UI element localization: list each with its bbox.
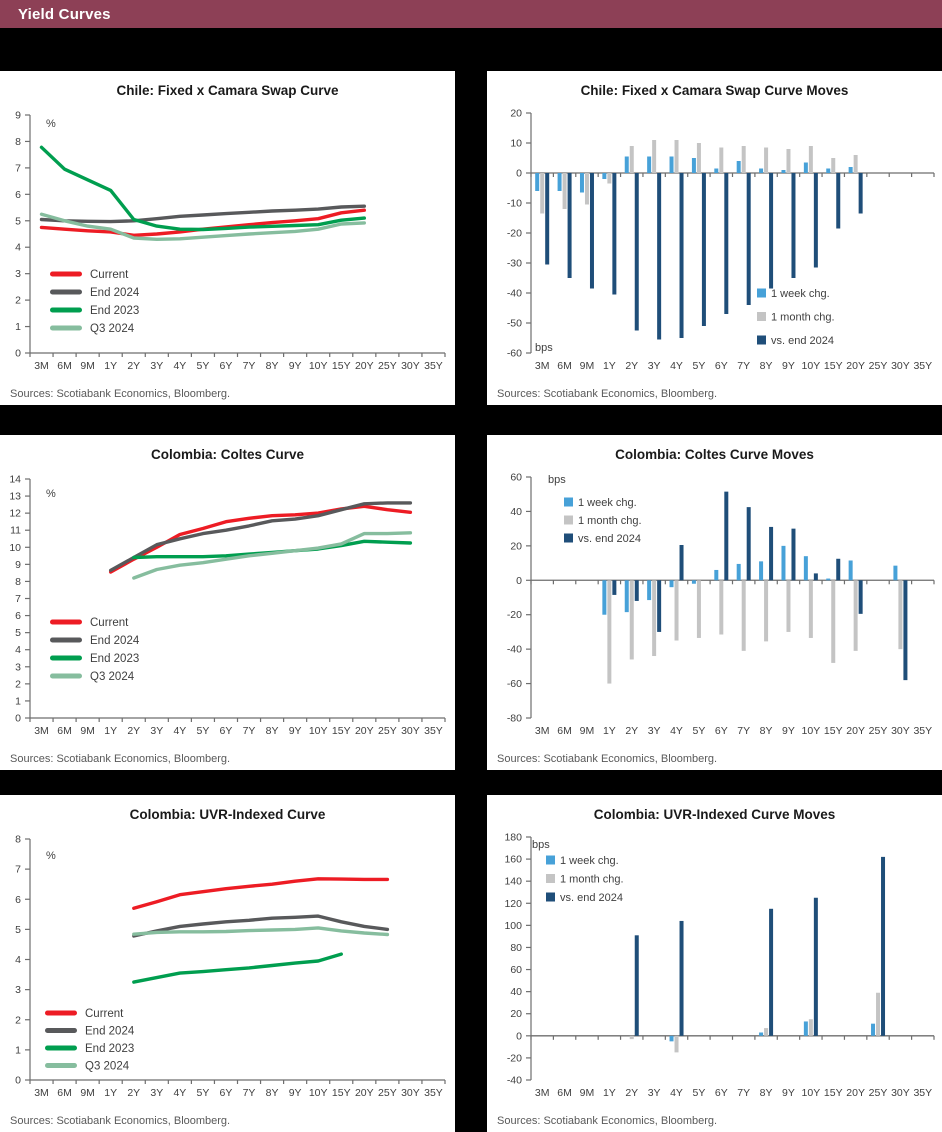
svg-text:13: 13 <box>9 490 21 503</box>
bar-series-0 <box>535 157 852 193</box>
svg-text:9M: 9M <box>579 1087 595 1099</box>
svg-text:6Y: 6Y <box>714 725 728 737</box>
page-title: Yield Curves <box>18 5 111 23</box>
svg-text:9Y: 9Y <box>288 360 302 372</box>
svg-text:60: 60 <box>510 964 522 977</box>
axis-unit-label: bps <box>532 839 550 851</box>
svg-text:Current: Current <box>90 269 129 282</box>
svg-text:20Y: 20Y <box>846 1087 865 1099</box>
svg-text:7: 7 <box>15 593 21 605</box>
svg-text:30Y: 30Y <box>891 1087 910 1099</box>
svg-text:7Y: 7Y <box>242 360 256 372</box>
svg-text:20Y: 20Y <box>354 360 374 372</box>
svg-text:9M: 9M <box>80 1087 95 1099</box>
legend <box>757 288 835 347</box>
svg-text:35Y: 35Y <box>424 1087 443 1099</box>
chart-title: Chile: Fixed x Camara Swap Curve <box>116 83 339 98</box>
svg-text:7Y: 7Y <box>242 1087 256 1099</box>
svg-text:2Y: 2Y <box>127 725 141 737</box>
svg-text:100: 100 <box>504 919 522 932</box>
svg-text:7: 7 <box>15 863 21 876</box>
axes <box>504 832 934 1100</box>
svg-text:6M: 6M <box>557 360 572 372</box>
svg-text:3Y: 3Y <box>647 360 661 372</box>
legend-swatch-icon <box>50 308 82 313</box>
svg-text:End 2024: End 2024 <box>90 287 140 300</box>
svg-text:3Y: 3Y <box>647 1087 661 1099</box>
svg-text:0: 0 <box>15 712 21 725</box>
svg-text:15Y: 15Y <box>823 725 843 737</box>
svg-text:35Y: 35Y <box>913 725 933 737</box>
svg-text:15Y: 15Y <box>331 1087 351 1099</box>
svg-text:9Y: 9Y <box>288 725 302 737</box>
svg-text:35Y: 35Y <box>913 360 933 372</box>
chart-panel-colombia-coltes-curve <box>0 435 455 770</box>
svg-text:0: 0 <box>15 1074 21 1087</box>
svg-text:8Y: 8Y <box>759 725 773 737</box>
svg-text:25Y: 25Y <box>378 360 397 372</box>
chile-swap-moves-chart <box>487 105 942 379</box>
svg-text:7Y: 7Y <box>737 1087 751 1099</box>
svg-text:5: 5 <box>15 923 21 936</box>
svg-text:6M: 6M <box>57 725 72 737</box>
svg-text:End 2024: End 2024 <box>85 1025 135 1038</box>
svg-text:1Y: 1Y <box>104 1087 118 1099</box>
svg-text:Q3 2024: Q3 2024 <box>85 1060 130 1073</box>
svg-text:9M: 9M <box>80 725 95 737</box>
bar-series-1 <box>630 993 880 1053</box>
svg-text:vs. end 2024: vs. end 2024 <box>578 533 641 545</box>
line-series-2 <box>134 954 341 982</box>
legend-swatch-icon <box>50 290 82 295</box>
colombia-uvr-moves-chart <box>487 829 942 1106</box>
svg-text:30Y: 30Y <box>401 360 420 372</box>
svg-text:9Y: 9Y <box>782 360 795 372</box>
svg-text:2: 2 <box>15 1014 21 1027</box>
svg-text:14: 14 <box>9 473 21 486</box>
legend-swatch-icon <box>45 1046 77 1051</box>
line-series-2 <box>42 147 365 229</box>
svg-text:4Y: 4Y <box>670 725 683 737</box>
svg-text:30Y: 30Y <box>401 1087 420 1099</box>
chart-title: Colombia: Coltes Curve <box>150 447 305 462</box>
chile-swap-curve-chart <box>0 105 455 379</box>
chart-panel-colombia-coltes-moves <box>487 435 942 770</box>
svg-text:9M: 9M <box>579 360 595 372</box>
svg-text:-40: -40 <box>506 287 522 300</box>
svg-text:3M: 3M <box>534 725 550 737</box>
svg-text:-20: -20 <box>506 609 522 622</box>
series <box>535 140 862 340</box>
svg-text:6M: 6M <box>557 1087 572 1099</box>
sources-note: Sources: Scotiabank Economics, Bloomberg. <box>497 388 718 400</box>
sources-note: Sources: Scotiabank Economics, Bloomberg. <box>10 1115 231 1127</box>
svg-text:6Y: 6Y <box>219 1087 233 1099</box>
svg-text:2: 2 <box>15 294 21 307</box>
legend-swatch-icon <box>50 620 82 625</box>
svg-text:2Y: 2Y <box>127 1087 141 1099</box>
legend-swatch-icon <box>45 1011 77 1016</box>
svg-text:9Y: 9Y <box>782 1087 795 1099</box>
svg-text:1Y: 1Y <box>104 360 118 372</box>
svg-text:2Y: 2Y <box>625 1087 639 1099</box>
svg-text:5Y: 5Y <box>196 725 210 737</box>
colombia-coltes-moves-chart <box>487 469 942 744</box>
legend-swatch-icon <box>50 272 82 277</box>
svg-text:6Y: 6Y <box>714 360 728 372</box>
bar-series-2 <box>635 857 885 1036</box>
legend-swatch-icon <box>546 893 555 902</box>
svg-text:6Y: 6Y <box>714 1087 728 1099</box>
sources-note: Sources: Scotiabank Economics, Bloomberg. <box>497 1115 718 1127</box>
svg-text:5Y: 5Y <box>692 725 706 737</box>
svg-text:8: 8 <box>15 833 21 846</box>
svg-text:25Y: 25Y <box>868 360 888 372</box>
legend-swatch-icon <box>757 312 766 321</box>
chart-title: Colombia: UVR-Indexed Curve Moves <box>593 807 836 822</box>
svg-text:1 week chg.: 1 week chg. <box>560 855 619 867</box>
svg-text:4Y: 4Y <box>173 1087 187 1099</box>
svg-text:140: 140 <box>504 875 522 888</box>
svg-text:5: 5 <box>15 627 21 640</box>
colombia-coltes-curve-chart <box>0 469 455 744</box>
legend-swatch-icon <box>50 326 82 331</box>
svg-text:1Y: 1Y <box>602 360 616 372</box>
svg-text:3M: 3M <box>34 360 49 372</box>
svg-text:6M: 6M <box>57 360 72 372</box>
svg-text:60: 60 <box>510 471 522 484</box>
series <box>630 857 885 1053</box>
svg-text:1 month chg.: 1 month chg. <box>771 311 835 324</box>
svg-text:1Y: 1Y <box>602 1087 616 1099</box>
svg-text:-10: -10 <box>506 197 522 210</box>
chart-title: Colombia: UVR-Indexed Curve <box>129 807 326 822</box>
svg-text:1 week chg.: 1 week chg. <box>578 497 637 509</box>
bar-series-1 <box>540 140 857 214</box>
svg-text:20: 20 <box>510 540 522 553</box>
sources-note: Sources: Scotiabank Economics, Bloomberg. <box>10 388 231 400</box>
svg-text:10Y: 10Y <box>308 1087 328 1099</box>
legend-swatch-icon <box>45 1063 77 1068</box>
svg-text:End 2023: End 2023 <box>90 653 140 666</box>
svg-text:-40: -40 <box>506 1074 522 1087</box>
chart-panel-colombia-uvr-curve <box>0 795 455 1132</box>
legend <box>50 617 140 683</box>
svg-text:Current: Current <box>85 1008 124 1021</box>
line-series-0 <box>134 879 388 909</box>
svg-text:3: 3 <box>15 268 21 281</box>
svg-text:-60: -60 <box>506 678 522 691</box>
svg-text:180: 180 <box>504 831 522 844</box>
svg-text:30Y: 30Y <box>401 725 420 737</box>
svg-text:8: 8 <box>15 575 21 588</box>
svg-text:-60: -60 <box>506 347 522 360</box>
svg-text:8Y: 8Y <box>265 360 279 372</box>
line-series-0 <box>111 506 411 572</box>
legend-swatch-icon <box>50 674 82 679</box>
svg-text:10Y: 10Y <box>801 1087 821 1099</box>
svg-text:10Y: 10Y <box>308 725 328 737</box>
svg-text:1Y: 1Y <box>602 725 616 737</box>
series <box>602 492 907 684</box>
svg-text:vs. end 2024: vs. end 2024 <box>771 335 834 347</box>
svg-text:-40: -40 <box>506 643 522 656</box>
series <box>42 147 365 239</box>
svg-text:-80: -80 <box>506 712 522 725</box>
svg-text:3Y: 3Y <box>150 360 164 372</box>
svg-text:1: 1 <box>15 695 21 708</box>
svg-text:0: 0 <box>516 574 522 587</box>
svg-text:15Y: 15Y <box>823 360 843 372</box>
axis-unit-label: bps <box>548 474 566 486</box>
svg-text:2Y: 2Y <box>625 725 639 737</box>
svg-text:3: 3 <box>15 984 21 997</box>
svg-text:8: 8 <box>15 135 21 148</box>
svg-text:10Y: 10Y <box>801 725 821 737</box>
svg-text:9Y: 9Y <box>782 725 795 737</box>
svg-text:120: 120 <box>504 897 522 910</box>
svg-text:4: 4 <box>15 954 21 966</box>
chart-panel-chile-swap-curve <box>0 71 455 405</box>
svg-text:7: 7 <box>15 162 21 175</box>
svg-text:2Y: 2Y <box>625 360 639 372</box>
svg-text:4Y: 4Y <box>670 360 683 372</box>
axis-unit-label: % <box>46 118 56 130</box>
svg-text:3Y: 3Y <box>150 1087 164 1099</box>
svg-text:40: 40 <box>510 505 522 518</box>
svg-text:11: 11 <box>10 524 21 537</box>
svg-text:20: 20 <box>510 1008 522 1021</box>
svg-text:9Y: 9Y <box>288 1087 302 1099</box>
legend-swatch-icon <box>564 498 573 507</box>
svg-text:3M: 3M <box>534 1087 550 1099</box>
svg-text:20: 20 <box>510 107 522 120</box>
svg-text:5Y: 5Y <box>692 1087 706 1099</box>
chart-panel-chile-swap-moves <box>487 71 942 405</box>
svg-text:4: 4 <box>15 241 21 254</box>
svg-text:0: 0 <box>15 347 21 360</box>
svg-text:1: 1 <box>15 321 21 334</box>
svg-text:5Y: 5Y <box>692 360 706 372</box>
svg-text:8Y: 8Y <box>759 360 773 372</box>
svg-text:9M: 9M <box>80 360 95 372</box>
svg-text:40: 40 <box>510 986 522 999</box>
svg-text:8Y: 8Y <box>759 1087 773 1099</box>
svg-text:Q3 2024: Q3 2024 <box>90 323 135 336</box>
svg-text:35Y: 35Y <box>424 725 443 737</box>
svg-text:30Y: 30Y <box>891 360 910 372</box>
svg-text:1: 1 <box>15 1044 21 1057</box>
series <box>134 879 388 982</box>
svg-text:15Y: 15Y <box>823 1087 843 1099</box>
svg-text:8Y: 8Y <box>265 1087 279 1099</box>
svg-text:2Y: 2Y <box>127 360 141 372</box>
svg-text:30Y: 30Y <box>891 725 910 737</box>
svg-text:25Y: 25Y <box>378 725 397 737</box>
svg-text:3M: 3M <box>34 725 49 737</box>
axes <box>9 474 445 738</box>
svg-text:10Y: 10Y <box>801 360 821 372</box>
svg-text:-20: -20 <box>506 1052 522 1065</box>
svg-text:20Y: 20Y <box>846 725 865 737</box>
axes <box>15 110 445 373</box>
svg-text:-30: -30 <box>506 257 522 270</box>
svg-text:0: 0 <box>516 1030 522 1043</box>
svg-text:7Y: 7Y <box>737 725 751 737</box>
svg-text:4Y: 4Y <box>670 1087 683 1099</box>
axes <box>15 834 445 1100</box>
svg-text:6: 6 <box>15 893 21 906</box>
series <box>111 503 411 578</box>
chart-title: Colombia: Coltes Curve Moves <box>615 447 814 462</box>
svg-text:10Y: 10Y <box>308 360 328 372</box>
chart-title: Chile: Fixed x Camara Swap Curve Moves <box>580 83 849 98</box>
svg-text:8Y: 8Y <box>265 725 279 737</box>
svg-text:-50: -50 <box>506 317 522 330</box>
svg-text:35Y: 35Y <box>913 1087 933 1099</box>
svg-text:End 2023: End 2023 <box>90 305 140 318</box>
line-series-1 <box>111 503 411 570</box>
svg-text:15Y: 15Y <box>331 725 351 737</box>
svg-text:9: 9 <box>15 109 21 122</box>
svg-text:80: 80 <box>510 941 522 954</box>
svg-text:1 month chg.: 1 month chg. <box>560 873 624 886</box>
svg-text:5: 5 <box>15 215 21 228</box>
svg-text:1 week chg.: 1 week chg. <box>771 288 830 300</box>
legend-swatch-icon <box>564 534 573 543</box>
svg-text:6Y: 6Y <box>219 725 233 737</box>
legend-swatch-icon <box>546 874 555 883</box>
svg-text:7Y: 7Y <box>242 725 256 737</box>
svg-text:7Y: 7Y <box>737 360 751 372</box>
chart-panel-colombia-uvr-moves <box>487 795 942 1132</box>
svg-text:-20: -20 <box>506 227 522 240</box>
svg-text:20Y: 20Y <box>354 725 374 737</box>
svg-text:160: 160 <box>504 853 522 866</box>
legend <box>50 269 140 335</box>
svg-text:6: 6 <box>15 188 21 201</box>
svg-text:0: 0 <box>516 167 522 180</box>
legend-swatch-icon <box>757 336 766 345</box>
svg-text:20Y: 20Y <box>846 360 865 372</box>
legend <box>564 497 642 545</box>
svg-text:3Y: 3Y <box>647 725 661 737</box>
svg-text:12: 12 <box>9 507 21 520</box>
svg-text:25Y: 25Y <box>868 1087 888 1099</box>
svg-text:3M: 3M <box>34 1087 49 1099</box>
legend-swatch-icon <box>546 856 555 865</box>
svg-text:25Y: 25Y <box>868 725 888 737</box>
svg-text:1 month chg.: 1 month chg. <box>578 515 642 527</box>
svg-text:5Y: 5Y <box>196 1087 210 1099</box>
legend-swatch-icon <box>50 656 82 661</box>
svg-text:End 2024: End 2024 <box>90 635 140 648</box>
svg-text:10: 10 <box>510 137 522 150</box>
svg-text:15Y: 15Y <box>331 360 351 372</box>
svg-text:3: 3 <box>15 661 21 674</box>
axis-unit-label: bps <box>535 342 553 354</box>
svg-text:4Y: 4Y <box>173 360 187 372</box>
legend-swatch-icon <box>45 1028 77 1033</box>
svg-text:9M: 9M <box>579 725 595 737</box>
legend-swatch-icon <box>50 638 82 643</box>
legend <box>45 1008 135 1072</box>
svg-text:3Y: 3Y <box>150 725 164 737</box>
svg-text:6M: 6M <box>557 725 572 737</box>
sources-note: Sources: Scotiabank Economics, Bloomberg. <box>10 753 231 765</box>
axis-unit-label: % <box>46 488 56 500</box>
svg-text:4: 4 <box>15 644 21 657</box>
axis-unit-label: % <box>46 850 56 862</box>
svg-text:5Y: 5Y <box>196 360 210 372</box>
svg-text:Q3 2024: Q3 2024 <box>90 671 135 684</box>
svg-text:6M: 6M <box>57 1087 72 1099</box>
colombia-uvr-curve-chart <box>0 829 455 1106</box>
svg-text:vs. end 2024: vs. end 2024 <box>560 892 623 904</box>
svg-text:End 2023: End 2023 <box>85 1043 135 1056</box>
bar-series-1 <box>607 580 902 683</box>
line-series-2 <box>134 541 411 557</box>
svg-text:1Y: 1Y <box>104 725 118 737</box>
svg-text:3M: 3M <box>534 360 550 372</box>
svg-text:2: 2 <box>15 678 21 691</box>
svg-text:Current: Current <box>90 617 129 630</box>
svg-text:35Y: 35Y <box>424 360 443 372</box>
legend-swatch-icon <box>757 289 766 298</box>
bar-series-2 <box>612 492 907 680</box>
svg-text:25Y: 25Y <box>378 1087 397 1099</box>
svg-text:4Y: 4Y <box>173 725 187 737</box>
legend <box>546 855 624 904</box>
sources-note: Sources: Scotiabank Economics, Bloomberg. <box>497 753 718 765</box>
header-bar <box>0 0 942 28</box>
svg-text:6Y: 6Y <box>219 360 233 372</box>
svg-text:6: 6 <box>15 610 21 623</box>
svg-text:10: 10 <box>9 541 21 554</box>
legend-swatch-icon <box>564 516 573 525</box>
svg-text:20Y: 20Y <box>354 1087 374 1099</box>
svg-text:9: 9 <box>15 558 21 571</box>
